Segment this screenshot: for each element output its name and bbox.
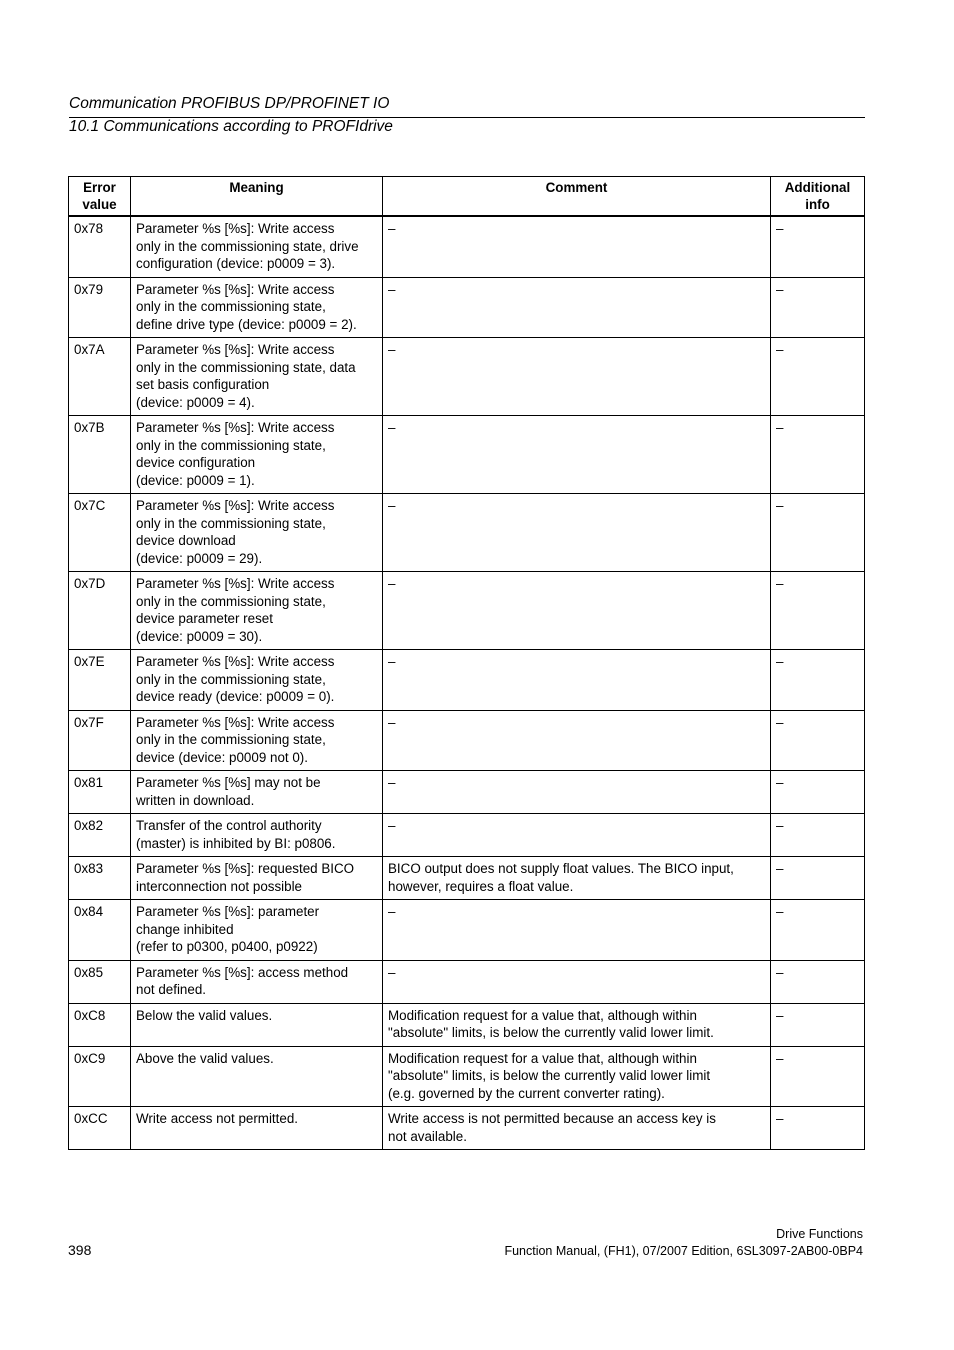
column-header-meaning: Meaning	[131, 177, 383, 217]
additional-info-cell: –	[771, 857, 865, 900]
comment-cell: –	[383, 650, 771, 711]
error-code-cell: 0x7A	[69, 338, 131, 416]
meaning-cell: Parameter %s [%s]: Write access only in the commissioning state, data set basis configuration (device: p0009 = 4).	[131, 338, 383, 416]
additional-info-cell: –	[771, 416, 865, 494]
column-header-comment: Comment	[383, 177, 771, 217]
running-header-section: 10.1 Communications according to PROFIdrive	[69, 118, 393, 135]
meaning-cell: Transfer of the control authority (master) is inhibited by BI: p0806.	[131, 814, 383, 857]
meaning-cell: Parameter %s [%s]: Write access only in the commissioning state, device (device: p0009 not 0).	[131, 710, 383, 771]
error-code-cell: 0x81	[69, 771, 131, 814]
comment-cell: –	[383, 572, 771, 650]
meaning-cell: Parameter %s [%s]: Write access only in the commissioning state, device ready (device: p0009 = 0).	[131, 650, 383, 711]
comment-cell: –	[383, 277, 771, 338]
comment-cell: –	[383, 338, 771, 416]
meaning-cell: Parameter %s [%s]: requested BICO interconnection not possible	[131, 857, 383, 900]
meaning-cell: Parameter %s [%s]: Write access only in the commissioning state, device parameter reset (device: p0009 = 30).	[131, 572, 383, 650]
additional-info-cell: –	[771, 771, 865, 814]
table-row	[69, 1107, 865, 1150]
additional-info-cell: –	[771, 572, 865, 650]
error-code-cell: 0x83	[69, 857, 131, 900]
meaning-cell: Above the valid values.	[131, 1046, 383, 1107]
additional-info-cell: –	[771, 216, 865, 277]
error-value-table	[68, 176, 865, 1150]
additional-info-cell: –	[771, 1107, 865, 1150]
table-row	[69, 494, 865, 572]
comment-cell: Modification request for a value that, although within "absolute" limits, is below the currently valid lower limit.	[383, 1003, 771, 1046]
footer-manual-reference: Function Manual, (FH1), 07/2007 Edition, 6SL3097-2AB00-0BP4	[504, 1244, 863, 1258]
table-row	[69, 1003, 865, 1046]
meaning-cell: Write access not permitted.	[131, 1107, 383, 1150]
comment-cell: –	[383, 771, 771, 814]
additional-info-cell: –	[771, 338, 865, 416]
error-code-cell: 0x84	[69, 900, 131, 961]
table-row	[69, 771, 865, 814]
comment-cell: –	[383, 494, 771, 572]
additional-info-cell: –	[771, 494, 865, 572]
meaning-cell: Parameter %s [%s]: access method not defined.	[131, 960, 383, 1003]
error-code-cell: 0xCC	[69, 1107, 131, 1150]
meaning-cell: Parameter %s [%s]: Write access only in the commissioning state, define drive type (device: p0009 = 2).	[131, 277, 383, 338]
additional-info-cell: –	[771, 650, 865, 711]
additional-info-cell: –	[771, 1003, 865, 1046]
error-code-cell: 0x7D	[69, 572, 131, 650]
additional-info-cell: –	[771, 960, 865, 1003]
table-row	[69, 416, 865, 494]
meaning-cell: Parameter %s [%s]: Write access only in the commissioning state, device configuration (device: p0009 = 1).	[131, 416, 383, 494]
table-row	[69, 216, 865, 277]
comment-cell: –	[383, 416, 771, 494]
error-code-cell: 0x78	[69, 216, 131, 277]
running-header-chapter: Communication PROFIBUS DP/PROFINET IO	[69, 95, 390, 112]
comment-cell: –	[383, 814, 771, 857]
error-code-cell: 0xC8	[69, 1003, 131, 1046]
page-number: 398	[68, 1242, 92, 1258]
comment-cell: BICO output does not supply float values. The BICO input, however, requires a float value.	[383, 857, 771, 900]
error-code-cell: 0x7B	[69, 416, 131, 494]
table-row	[69, 960, 865, 1003]
comment-cell: Write access is not permitted because an access key is not available.	[383, 1107, 771, 1150]
table-row	[69, 277, 865, 338]
additional-info-cell: –	[771, 814, 865, 857]
table-row	[69, 814, 865, 857]
table-row	[69, 710, 865, 771]
additional-info-cell: –	[771, 900, 865, 961]
table-row	[69, 900, 865, 961]
column-header-additional-info: Additional info	[771, 177, 865, 217]
comment-cell: –	[383, 710, 771, 771]
footer-doc-title: Drive Functions	[776, 1227, 863, 1241]
comment-cell: –	[383, 216, 771, 277]
additional-info-cell: –	[771, 710, 865, 771]
meaning-cell: Below the valid values.	[131, 1003, 383, 1046]
table-row	[69, 857, 865, 900]
error-code-cell: 0xC9	[69, 1046, 131, 1107]
table-body	[69, 216, 865, 1150]
table-row	[69, 1046, 865, 1107]
meaning-cell: Parameter %s [%s]: Write access only in the commissioning state, drive configuration (device: p0009 = 3).	[131, 216, 383, 277]
comment-cell: –	[383, 900, 771, 961]
additional-info-cell: –	[771, 277, 865, 338]
comment-cell: –	[383, 960, 771, 1003]
meaning-cell: Parameter %s [%s] may not be written in download.	[131, 771, 383, 814]
error-code-cell: 0x79	[69, 277, 131, 338]
column-header-error-value: Error value	[69, 177, 131, 217]
table-row	[69, 650, 865, 711]
additional-info-cell: –	[771, 1046, 865, 1107]
meaning-cell: Parameter %s [%s]: parameter change inhibited (refer to p0300, p0400, p0922)	[131, 900, 383, 961]
comment-cell: Modification request for a value that, although within "absolute" limits, is below the currently valid lower limit (e.g. governed by the current converter rating).	[383, 1046, 771, 1107]
error-code-cell: 0x7E	[69, 650, 131, 711]
table-header-row	[69, 177, 865, 217]
meaning-cell: Parameter %s [%s]: Write access only in the commissioning state, device download (device: p0009 = 29).	[131, 494, 383, 572]
error-code-cell: 0x85	[69, 960, 131, 1003]
error-code-cell: 0x82	[69, 814, 131, 857]
error-code-cell: 0x7C	[69, 494, 131, 572]
error-code-cell: 0x7F	[69, 710, 131, 771]
table-row	[69, 572, 865, 650]
table-row	[69, 338, 865, 416]
